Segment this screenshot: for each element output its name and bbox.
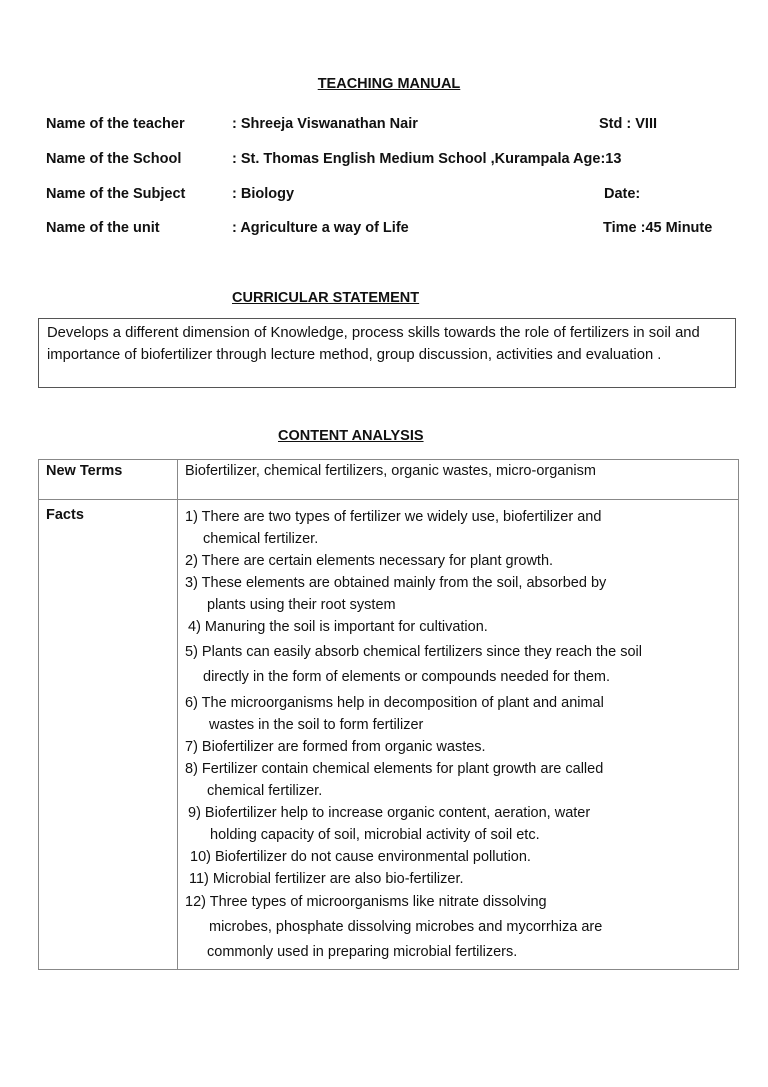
fact-line: 7) Biofertilizer are formed from organic wastes.	[185, 739, 486, 755]
content-analysis-table	[38, 459, 739, 970]
fact-line: 2) There are certain elements necessary for plant growth.	[185, 553, 554, 569]
new-terms-value-cell	[178, 460, 739, 500]
table-row	[39, 500, 739, 970]
school-value: : St. Thomas English Medium School ,Kurampala Age:13	[232, 151, 622, 167]
subject-label: Name of the Subject	[46, 186, 186, 202]
fact-line: 11) Microbial fertilizer are also bio-fertilizer.	[189, 871, 464, 887]
standard-value: Std : VIII	[599, 116, 657, 132]
facts-list	[178, 500, 738, 969]
fact-line: microbes, phosphate dissolving microbes and mycorrhiza are	[209, 919, 603, 935]
document-title: TEACHING MANUAL	[317, 76, 461, 92]
date-value: Date:	[604, 186, 641, 202]
subject-value: : Biology	[232, 186, 295, 202]
fact-line: directly in the form of elements or compounds needed for them.	[203, 669, 611, 685]
teacher-label: Name of the teacher	[46, 116, 185, 132]
unit-row	[46, 220, 736, 240]
fact-line: 9) Biofertilizer help to increase organic content, aeration, water	[188, 805, 591, 821]
fact-line: commonly used in preparing microbial fertilizers.	[207, 944, 518, 960]
list-item	[185, 638, 738, 692]
fact-line: 8) Fertilizer contain chemical elements for plant growth are called	[185, 761, 604, 777]
list-item	[185, 692, 738, 736]
fact-line: plants using their root system	[207, 597, 396, 613]
fact-line: chemical fertilizer.	[207, 783, 323, 799]
list-item	[185, 572, 738, 616]
facts-label: Facts	[46, 507, 84, 523]
list-item	[185, 846, 738, 868]
list-item	[185, 506, 738, 550]
fact-line: 5) Plants can easily absorb chemical fertilizers since they reach the soil	[185, 644, 642, 660]
fact-line: 1) There are two types of fertilizer we widely use, biofertilizer and	[185, 509, 602, 525]
teacher-row	[46, 116, 736, 136]
curricular-statement-box	[38, 318, 736, 388]
curricular-statement-text: Develops a different dimension of Knowledge, process skills towards the role of fertilizers in soil and importance of biofertilizer through lecture method, group discussion, activities and evaluation .	[47, 325, 700, 363]
facts-label-cell	[39, 500, 178, 970]
fact-line: 12) Three types of microorganisms like nitrate dissolving	[185, 894, 547, 910]
list-item	[185, 616, 738, 638]
list-item	[185, 802, 738, 846]
fact-line: 6) The microorganisms help in decomposition of plant and animal	[185, 695, 604, 711]
table-row	[39, 460, 739, 500]
teacher-value: : Shreeja Viswanathan Nair	[232, 116, 418, 132]
list-item	[185, 758, 738, 802]
curricular-heading: CURRICULAR STATEMENT	[232, 290, 420, 306]
fact-line: chemical fertilizer.	[203, 531, 319, 547]
school-row	[46, 151, 736, 171]
facts-value-cell	[178, 500, 739, 970]
new-terms-label-cell	[39, 460, 178, 500]
new-terms-value: Biofertilizer, chemical fertilizers, organic wastes, micro-organism	[185, 463, 596, 479]
list-item	[185, 868, 738, 890]
unit-value: : Agriculture a way of Life	[232, 220, 409, 236]
list-item	[185, 550, 738, 572]
fact-line: holding capacity of soil, microbial activity of soil etc.	[210, 827, 540, 843]
list-item	[185, 890, 738, 965]
fact-line: 10) Biofertilizer do not cause environmental pollution.	[190, 849, 531, 865]
subject-row	[46, 186, 736, 206]
fact-line: 3) These elements are obtained mainly from the soil, absorbed by	[185, 575, 607, 591]
list-item	[185, 736, 738, 758]
fact-line: wastes in the soil to form fertilizer	[209, 717, 424, 733]
time-value: Time :45 Minute	[603, 220, 713, 236]
new-terms-label: New Terms	[46, 463, 123, 479]
content-analysis-heading: CONTENT ANALYSIS	[278, 428, 424, 444]
school-label: Name of the School	[46, 151, 182, 167]
fact-line: 4) Manuring the soil is important for cultivation.	[188, 619, 488, 635]
unit-label: Name of the unit	[46, 220, 160, 236]
